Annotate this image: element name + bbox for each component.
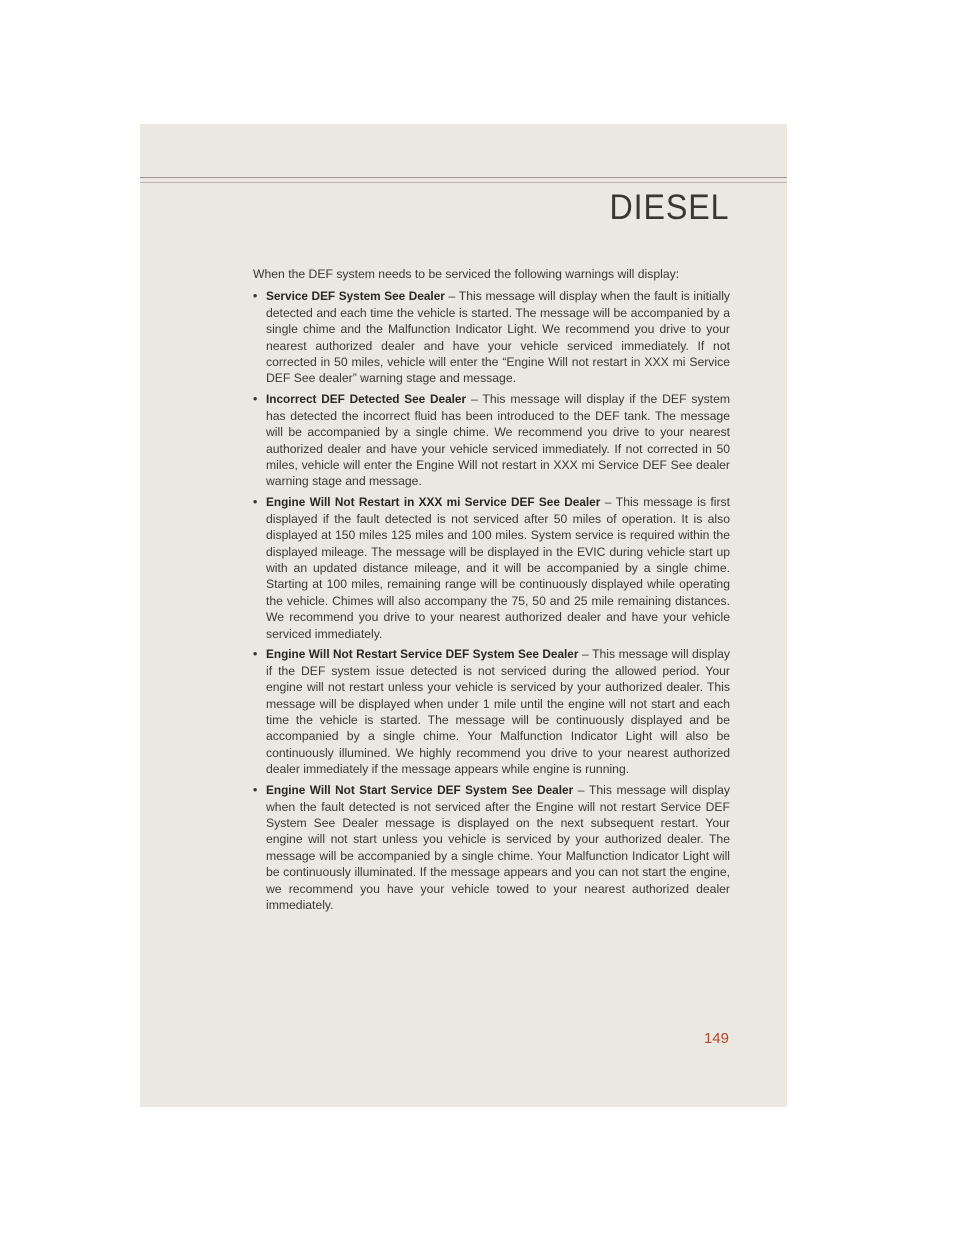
section-title: DIESEL	[608, 188, 729, 227]
warning-title: Incorrect DEF Detected See Dealer	[266, 392, 467, 407]
bullet-icon: •	[253, 289, 258, 304]
warning-title: Service DEF System See Dealer	[266, 289, 445, 304]
warnings-list	[253, 288, 730, 913]
warning-title: Engine Will Not Start Service DEF System See Dealer	[266, 783, 574, 798]
warning-text: – This message is first displayed if the fault detected is not serviced after 50 miles of operation. It is also displayed at 150 miles 125 miles and 100 miles. System service is required within the displayed mileage. The message will be displayed in the EVIC during vehicle start up with an updated distance mileage, and it will be accompanied by a single chime. Starting at 100 miles, remaining range will be continuously displayed while operating the vehicle. Chimes will also accompany the 75, 50 and 25 mile remaining distances. We recommend you drive to your nearest authorized dealer and have your vehicle serviced immediately.	[266, 495, 730, 641]
warning-text: – This message will display when the fault detected is not serviced after the Engine will not restart Service DEF System See Dealer message is displayed on the next subsequent restart. Your engine will not start unless you vehicle is serviced by your authorized dealer. The message will be accompanied by a single chime. Your Malfunction Indicator Light will be continuously illuminated. If the message appears and you can not start the engine, we recommend you have your vehicle towed to your nearest authorized dealer immediately.	[266, 783, 731, 913]
bullet-icon: •	[253, 783, 258, 798]
bullet-icon: •	[253, 647, 258, 662]
list-item-incorrect-def	[253, 391, 730, 489]
bullet-icon: •	[253, 392, 258, 407]
page-number: 149	[703, 1030, 729, 1047]
list-item-service-def	[253, 288, 730, 386]
bullet-icon: •	[253, 495, 258, 510]
header-rule-bottom	[140, 182, 787, 183]
list-item-will-not-restart	[253, 646, 730, 777]
header-rule-top	[140, 177, 787, 178]
warning-text: – This message will display if the DEF system issue detected is not serviced during the allowed period. Your engine will not restart unless your vehicle is serviced by your authorized dealer. This message will be displayed when under 1 mile until the engine will not start and each time the vehicle is started. The message will be continuously displayed and be accompanied by a single chime. Your Malfunction Indicator Light will also be continuously illumined. We highly recommend you drive to your nearest authorized dealer immediately if the message appears while engine is running.	[266, 647, 730, 777]
manual-page	[140, 124, 787, 1107]
warning-title: Engine Will Not Restart in XXX mi Service DEF See Dealer	[266, 495, 601, 510]
page-content	[253, 266, 730, 918]
list-item-will-not-start	[253, 782, 730, 913]
warning-text: – This message will display if the DEF system has detected the incorrect fluid has been introduced to the DEF tank. The message will be accompanied by a single chime. We recommend you drive to your nearest authorized dealer and have your vehicle serviced immediately. If not corrected in 50 miles, vehicle will enter the Engine Will not restart in XXX mi Service DEF See dealer warning stage and message.	[266, 392, 730, 489]
warning-text: – This message will display when the fault is initially detected and each time the vehicle is started. The message will be accompanied by a single chime and the Malfunction Indicator Light. We recommend you drive to your nearest authorized dealer and have your vehicle serviced immediately. If not corrected in 50 miles, vehicle will enter the “Engine Will not restart in XXX mi Service DEF See dealer” warning stage and message.	[266, 289, 731, 386]
intro-paragraph: When the DEF system needs to be serviced the following warnings will display:	[253, 267, 680, 281]
warning-title: Engine Will Not Restart Service DEF System See Dealer	[266, 647, 579, 662]
list-item-restart-xxx-mi	[253, 494, 730, 642]
